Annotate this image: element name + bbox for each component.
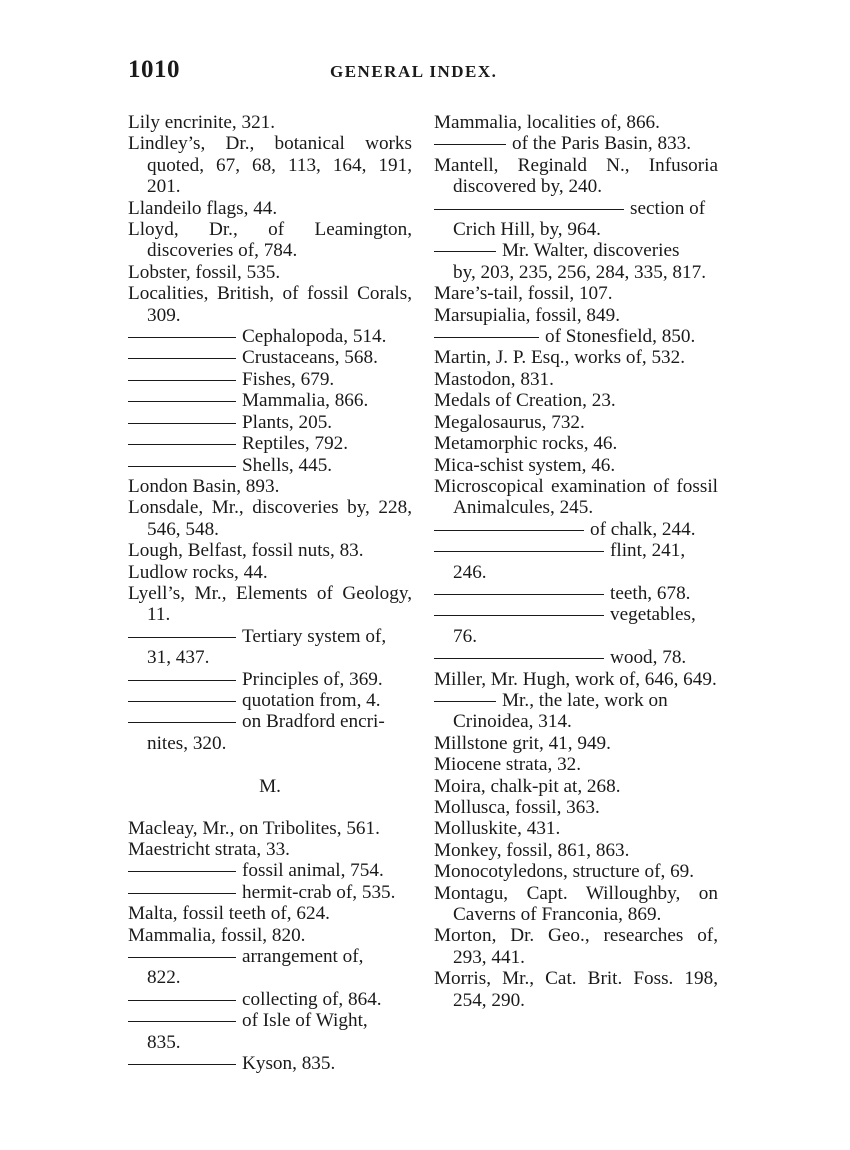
index-subentry xyxy=(128,326,412,347)
subentry-continuation: 246. xyxy=(453,561,487,583)
index-entry: Maestricht strata, 33. xyxy=(128,839,290,860)
index-entry: Mollusca, fossil, 363. xyxy=(434,797,600,818)
subentry-continuation: nites, 320. xyxy=(147,732,227,754)
index-entry: Lyell’s, Mr., Elements of Geology, 11. xyxy=(128,582,412,626)
index-entry: Mica-schist system, 46. xyxy=(434,454,616,476)
index-entry: Mammalia, localities of, 866. xyxy=(434,112,660,133)
index-entry: Metamorphic rocks, 46. xyxy=(434,433,618,455)
subentry-text: of Stonesfield, 850. xyxy=(545,326,696,348)
index-entry: Lonsdale, Mr., discoveries by, 228, 546, 548. xyxy=(128,497,412,540)
index-entry: Megalosaurus, 732. xyxy=(434,411,585,433)
ditto-dash xyxy=(434,615,604,616)
index-entry: Microscopical examination of fossil Animalcules, 245. xyxy=(434,475,718,519)
subentry-text: on Bradford encri- xyxy=(242,711,385,733)
subentry-continuation: Crinoidea, 314. xyxy=(453,711,572,733)
index-subentry xyxy=(434,519,718,540)
subentry-continuation: 822. xyxy=(147,967,181,989)
index-subentry xyxy=(128,882,412,903)
subentry-text: Cephalopoda, 514. xyxy=(242,326,387,348)
index-subentry xyxy=(434,198,718,241)
subentry-text: of the Paris Basin, 833. xyxy=(512,133,692,155)
subentry-continuation: 76. xyxy=(453,625,477,647)
section-letter: M. xyxy=(259,776,281,798)
ditto-dash xyxy=(434,594,604,595)
index-entry: Miller, Mr. Hugh, work of, 646, 649. xyxy=(434,668,717,690)
subentry-text: hermit-crab of, 535. xyxy=(242,881,396,903)
index-entry: Ludlow rocks, 44. xyxy=(128,561,268,583)
index-entry: Lough, Belfast, fossil nuts, 83. xyxy=(128,540,364,562)
subentry-text: Mr., the late, work on xyxy=(502,689,668,711)
ditto-dash xyxy=(128,1064,236,1065)
subentry-text: arrangement of, xyxy=(242,946,364,968)
subentry-text: flint, 241, xyxy=(610,540,686,562)
subentry-text: Tertiary system of, xyxy=(242,625,387,647)
subentry-continuation: 31, 437. xyxy=(147,647,210,669)
index-subentry xyxy=(128,347,412,368)
index-subentry xyxy=(434,326,718,347)
index-column-right xyxy=(434,112,718,1011)
subentry-text: fossil animal, 754. xyxy=(242,860,384,882)
index-entry: Martin, J. P. Esq., works of, 532. xyxy=(434,347,686,369)
subentry-text: of chalk, 244. xyxy=(590,518,696,540)
index-subentry xyxy=(434,647,718,668)
index-entry: Miocene strata, 32. xyxy=(434,754,582,776)
subentry-text: Plants, 205. xyxy=(242,411,333,433)
running-head: GENERAL INDEX. xyxy=(330,62,498,81)
index-entry: Mastodon, 831. xyxy=(434,368,554,390)
index-subentry xyxy=(128,946,412,989)
ditto-dash xyxy=(128,701,236,702)
index-entry: Monkey, fossil, 861, 863. xyxy=(434,839,630,861)
index-subentry xyxy=(128,860,412,881)
subentry-text: wood, 78. xyxy=(610,647,687,669)
subentry-continuation: by, 203, 235, 256, 284, 335, 817. xyxy=(453,261,706,283)
index-subentry xyxy=(128,1010,412,1053)
index-entry: Lindley’s, Dr., botanical works quoted, 67, 68, 113, 164, 191, 201. xyxy=(128,133,412,198)
ditto-dash xyxy=(128,871,236,872)
subentry-continuation: Crich Hill, by, 964. xyxy=(453,219,601,241)
index-subentry xyxy=(434,133,718,154)
index-entry: Morris, Mr., Cat. Brit. Foss. 198, 254, 290. xyxy=(434,968,718,1011)
index-subentry xyxy=(128,669,412,690)
ditto-dash xyxy=(128,358,236,359)
index-entry: Molluskite, 431. xyxy=(434,818,561,840)
page-header xyxy=(0,56,850,90)
index-subentry xyxy=(128,433,412,454)
index-subentry xyxy=(128,690,412,711)
ditto-dash xyxy=(128,444,236,445)
subentry-text: Mr. Walter, discoveries xyxy=(502,240,680,262)
index-subentry xyxy=(128,989,412,1010)
subentry-text: Shells, 445. xyxy=(242,454,333,476)
index-entry: Lobster, fossil, 535. xyxy=(128,261,281,283)
ditto-dash xyxy=(434,701,496,702)
ditto-dash xyxy=(128,1021,236,1022)
ditto-dash xyxy=(128,466,236,467)
index-entry: Millstone grit, 41, 949. xyxy=(434,732,611,754)
index-entry: Lloyd, Dr., of Leamington, discoveries of, 784. xyxy=(128,219,412,262)
index-entry: Morton, Dr. Geo., researches of, 293, 441. xyxy=(434,925,718,968)
subentry-text: Kyson, 835. xyxy=(242,1053,336,1075)
ditto-dash xyxy=(434,658,604,659)
ditto-dash xyxy=(128,401,236,402)
index-subentry xyxy=(434,690,718,733)
ditto-dash xyxy=(128,1000,236,1001)
index-subentry xyxy=(128,711,412,754)
subentry-text: section of xyxy=(630,197,706,219)
index-subentry xyxy=(128,390,412,411)
index-entry: Mammalia, fossil, 820. xyxy=(128,924,306,946)
index-entry: London Basin, 893. xyxy=(128,475,280,497)
ditto-dash xyxy=(434,337,539,338)
ditto-dash xyxy=(128,380,236,381)
index-subentry xyxy=(128,412,412,433)
subentry-text: quotation from, 4. xyxy=(242,689,381,711)
index-subentry xyxy=(128,626,412,669)
index-entry: Macleay, Mr., on Tribolites, 561. xyxy=(128,817,380,839)
ditto-dash xyxy=(434,144,506,145)
subentry-text: collecting of, 864. xyxy=(242,988,382,1010)
index-subentry xyxy=(434,604,718,647)
ditto-dash xyxy=(128,957,236,958)
subentry-continuation: 835. xyxy=(147,1031,181,1053)
page-number: 1010 xyxy=(128,56,180,83)
ditto-dash xyxy=(434,209,624,210)
ditto-dash xyxy=(434,551,604,552)
index-subentry xyxy=(128,1053,412,1074)
ditto-dash xyxy=(128,722,236,723)
ditto-dash xyxy=(128,337,236,338)
index-entry: Mantell, Reginald N., Infusoria discovered by, 240. xyxy=(434,154,718,198)
index-subentry xyxy=(434,240,718,283)
index-entry: Moira, chalk-pit at, 268. xyxy=(434,775,621,797)
index-subentry xyxy=(128,369,412,390)
index-subentry xyxy=(434,540,718,583)
ditto-dash xyxy=(128,680,236,681)
index-entry: Monocotyledons, structure of, 69. xyxy=(434,861,695,883)
index-entry: Marsupialia, fossil, 849. xyxy=(434,304,620,326)
ditto-dash xyxy=(434,251,496,252)
subentry-text: teeth, 678. xyxy=(610,582,691,604)
subentry-text: Principles of, 369. xyxy=(242,668,383,690)
index-subentry xyxy=(434,583,718,604)
subentry-text: of Isle of Wight, xyxy=(242,1010,368,1032)
subentry-text: vegetables, xyxy=(610,604,696,626)
subentry-text: Fishes, 679. xyxy=(242,368,335,390)
ditto-dash xyxy=(434,530,584,531)
index-entry: Lily encrinite, 321. xyxy=(128,112,276,133)
ditto-dash xyxy=(128,893,236,894)
subentry-text: Reptiles, 792. xyxy=(242,433,349,455)
index-entry: Mare’s-tail, fossil, 107. xyxy=(434,283,613,305)
index-entry: Montagu, Capt. Willoughby, on Caverns of Franconia, 869. xyxy=(434,882,718,926)
index-entry: Llandeilo flags, 44. xyxy=(128,197,278,219)
index-entry: Medals of Creation, 23. xyxy=(434,390,616,412)
subentry-text: Crustaceans, 568. xyxy=(242,347,378,369)
index-entry: Malta, fossil teeth of, 624. xyxy=(128,903,330,925)
ditto-dash xyxy=(128,637,236,638)
index-column-left xyxy=(128,112,412,1074)
index-subentry xyxy=(128,455,412,476)
ditto-dash xyxy=(128,423,236,424)
subentry-text: Mammalia, 866. xyxy=(242,390,369,412)
index-entry: Localities, British, of fossil Corals, 309. xyxy=(128,283,412,326)
